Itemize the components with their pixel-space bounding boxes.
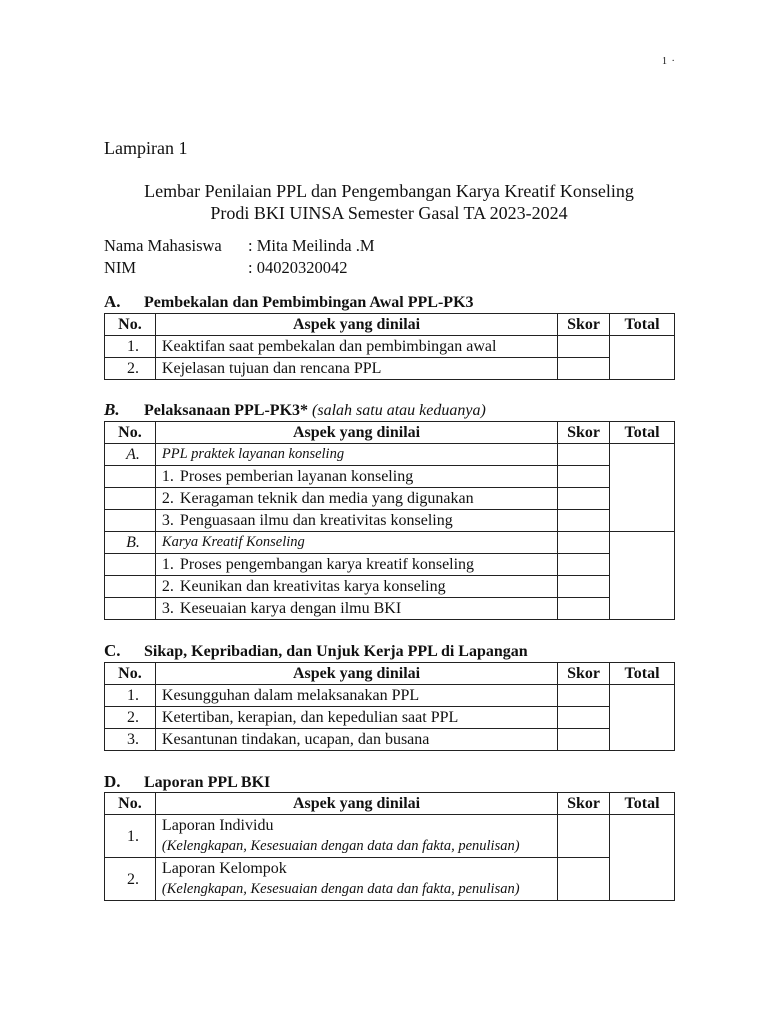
row-aspect: Ketertiban, kerapian, dan kepedulian saat PPL xyxy=(155,707,557,729)
empty-number-cell xyxy=(105,554,156,576)
total-cell[interactable] xyxy=(610,336,675,380)
table-header-row xyxy=(105,314,675,336)
table-row xyxy=(105,510,675,532)
group-row xyxy=(105,532,675,554)
table-row xyxy=(105,466,675,488)
student-nim-label: NIM xyxy=(104,258,137,277)
total-cell[interactable] xyxy=(610,532,675,620)
row-aspect: 2. Keunikan dan kreativitas karya konseling xyxy=(155,576,557,598)
row-aspect: 1. Proses pemberian layanan konseling xyxy=(155,466,557,488)
row-number: 2. xyxy=(105,858,156,901)
row-aspect-detail: (Kelengkapan, Kesesuaian dengan data dan fakta, penulisan) xyxy=(161,881,520,897)
section-d-table xyxy=(104,792,675,901)
row-number: 1. xyxy=(105,815,156,858)
score-cell[interactable] xyxy=(558,488,610,510)
total-cell[interactable] xyxy=(610,444,675,532)
section-a-table xyxy=(104,313,675,380)
header-no: No. xyxy=(105,793,156,815)
score-cell[interactable] xyxy=(558,685,610,707)
header-score: Skor xyxy=(558,793,610,815)
student-name-row xyxy=(104,236,375,256)
row-number: 1. xyxy=(105,336,156,358)
empty-number-cell xyxy=(105,510,156,532)
row-aspect xyxy=(155,858,557,901)
table-row xyxy=(105,729,675,751)
header-aspect: Aspek yang dinilai xyxy=(155,422,557,444)
score-cell[interactable] xyxy=(558,858,610,901)
row-aspect: Kejelasan tujuan dan rencana PPL xyxy=(155,358,557,380)
student-name-value: : Mita Meilinda .M xyxy=(248,236,375,255)
table-row xyxy=(105,815,675,858)
score-cell[interactable] xyxy=(558,598,610,620)
group-label: Karya Kreatif Konseling xyxy=(155,532,557,554)
table-row xyxy=(105,358,675,380)
section-c-heading xyxy=(104,641,528,661)
table-row xyxy=(105,488,675,510)
group-label-number: B. xyxy=(105,532,156,554)
section-c-letter: C. xyxy=(104,641,121,660)
section-b-title: Pelaksanaan PPL-PK3* xyxy=(144,402,309,419)
student-nim-value: : 04020320042 xyxy=(248,258,348,277)
section-c-table xyxy=(104,662,675,751)
table-row xyxy=(105,858,675,901)
row-aspect: 2. Keragaman teknik dan media yang digunakan xyxy=(155,488,557,510)
score-cell[interactable] xyxy=(558,729,610,751)
section-a-title: Pembekalan dan Pembimbingan Awal PPL-PK3 xyxy=(144,294,474,311)
row-aspect: Kesungguhan dalam melaksanakan PPL xyxy=(155,685,557,707)
table-header-row xyxy=(105,422,675,444)
header-total: Total xyxy=(610,422,675,444)
table-row xyxy=(105,554,675,576)
section-b-note: (salah satu atau keduanya) xyxy=(312,402,486,419)
row-aspect-title: Laporan Kelompok xyxy=(161,860,287,877)
header-total: Total xyxy=(610,314,675,336)
table-row xyxy=(105,685,675,707)
section-a-heading xyxy=(104,292,474,312)
table-row xyxy=(105,576,675,598)
row-aspect: Keaktifan saat pembekalan dan pembimbingan awal xyxy=(155,336,557,358)
total-cell[interactable] xyxy=(610,815,675,901)
attachment-label: Lampiran 1 xyxy=(104,138,188,158)
header-no: No. xyxy=(105,422,156,444)
row-aspect-title: Laporan Individu xyxy=(161,817,274,834)
section-b-table xyxy=(104,421,675,620)
section-d-heading xyxy=(104,772,270,792)
table-header-row xyxy=(105,793,675,815)
table-header-row xyxy=(105,663,675,685)
table-row xyxy=(105,707,675,729)
section-a-letter: A. xyxy=(104,292,121,311)
row-aspect: Kesantunan tindakan, ucapan, dan busana xyxy=(155,729,557,751)
header-total: Total xyxy=(610,793,675,815)
section-c-title: Sikap, Kepribadian, dan Unjuk Kerja PPL di Lapangan xyxy=(144,643,528,660)
table-row xyxy=(105,598,675,620)
group-row xyxy=(105,444,675,466)
header-no: No. xyxy=(105,663,156,685)
page-number: 1 · xyxy=(662,56,676,67)
student-name-label: Nama Mahasiswa xyxy=(104,236,222,255)
section-d-letter: D. xyxy=(104,772,121,791)
empty-number-cell xyxy=(105,488,156,510)
section-b-letter: B. xyxy=(104,400,120,419)
score-cell[interactable] xyxy=(558,707,610,729)
row-aspect: 1. Proses pengembangan karya kreatif konseling xyxy=(155,554,557,576)
section-b-heading xyxy=(104,400,486,420)
header-score: Skor xyxy=(558,314,610,336)
row-number: 2. xyxy=(105,358,156,380)
student-nim-row xyxy=(104,258,347,278)
empty-number-cell xyxy=(105,466,156,488)
score-cell[interactable] xyxy=(558,532,610,554)
row-aspect: 3. Keseuaian karya dengan ilmu BKI xyxy=(155,598,557,620)
header-aspect: Aspek yang dinilai xyxy=(155,314,557,336)
score-cell[interactable] xyxy=(558,510,610,532)
row-number: 3. xyxy=(105,729,156,751)
row-number: 1. xyxy=(105,685,156,707)
row-number: 2. xyxy=(105,707,156,729)
row-aspect-detail: (Kelengkapan, Kesesuaian dengan data dan fakta, penulisan) xyxy=(161,838,520,854)
table-row xyxy=(105,336,675,358)
group-label-number: A. xyxy=(105,444,156,466)
header-score: Skor xyxy=(558,663,610,685)
score-cell[interactable] xyxy=(558,815,610,858)
total-cell[interactable] xyxy=(610,685,675,751)
document-title-line-2: Prodi BKI UINSA Semester Gasal TA 2023-2024 xyxy=(210,203,568,223)
score-cell[interactable] xyxy=(558,358,610,380)
empty-number-cell xyxy=(105,576,156,598)
group-label: PPL praktek layanan konseling xyxy=(155,444,557,466)
header-aspect: Aspek yang dinilai xyxy=(155,793,557,815)
row-aspect: 3. Penguasaan ilmu dan kreativitas konseling xyxy=(155,510,557,532)
document-title-line-1: Lembar Penilaian PPL dan Pengembangan Karya Kreatif Konseling xyxy=(144,181,634,201)
score-cell[interactable] xyxy=(558,466,610,488)
section-d-title: Laporan PPL BKI xyxy=(144,774,271,791)
header-score: Skor xyxy=(558,422,610,444)
header-aspect: Aspek yang dinilai xyxy=(155,663,557,685)
score-cell[interactable] xyxy=(558,444,610,466)
score-cell[interactable] xyxy=(558,554,610,576)
header-no: No. xyxy=(105,314,156,336)
row-aspect xyxy=(155,815,557,858)
empty-number-cell xyxy=(105,598,156,620)
score-cell[interactable] xyxy=(558,336,610,358)
score-cell[interactable] xyxy=(558,576,610,598)
header-total: Total xyxy=(610,663,675,685)
